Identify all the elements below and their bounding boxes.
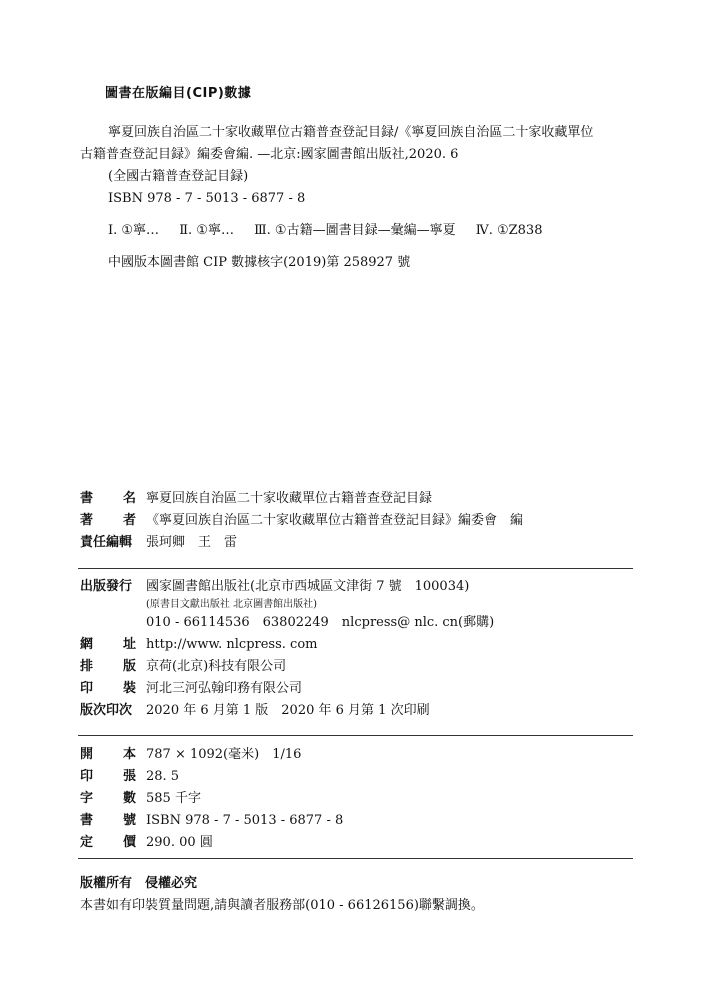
cip-series: (全國古籍普查登記目録): [108, 169, 249, 184]
cip-number: 中國版本圖書館 CIP 數據核字(2019)第 258927 號: [108, 255, 411, 270]
cip-subject: Ⅲ. ①古籍—圖書目録—彙編—寧夏: [254, 223, 456, 238]
title-label: 書 名: [80, 491, 136, 506]
book-title: 寧夏回族自治區二十家收藏單位古籍普查登記目録: [146, 491, 433, 506]
book-info: [80, 488, 640, 554]
cip-subject: Ⅱ. ①寧…: [179, 223, 234, 238]
phone-numbers: 010 - 66114536 63802249 nlcpress@ nlc. cn(郵購): [146, 615, 495, 630]
price-row: [80, 832, 640, 854]
phones-row: [80, 612, 640, 634]
publisher-former-names: (原書目文獻出版社 北京圖書館出版社): [146, 599, 317, 610]
isbn-label: 書 號: [80, 813, 136, 828]
typeset-label: 排 版: [80, 659, 136, 674]
edition: 2020 年 6 月第 1 版 2020 年 6 月第 1 次印刷: [146, 703, 430, 718]
cip-isbn: ISBN 978 - 7 - 5013 - 6877 - 8: [108, 191, 306, 206]
publication-info: [80, 576, 640, 722]
edition-label: 版次印次: [80, 703, 133, 718]
website: http://www. nlcpress. com: [146, 637, 318, 652]
format-row: [80, 744, 640, 766]
divider: [78, 858, 633, 859]
divider: [78, 568, 633, 569]
edition-row: [80, 700, 640, 722]
printer-label: 印 裝: [80, 681, 136, 696]
copyright-statement: 版權所有 侵權必究: [80, 876, 198, 891]
printed-sheets: 28. 5: [146, 769, 180, 784]
rights-section: [80, 873, 484, 917]
printer-row: [80, 678, 640, 700]
cip-heading: 圖書在版編目(CIP)數據: [105, 86, 252, 101]
format: 787 × 1092(毫米) 1/16: [146, 747, 302, 762]
website-row: [80, 634, 640, 656]
spec-info: [80, 744, 640, 854]
price-label: 定 價: [80, 835, 136, 850]
price: 290. 00 圓: [146, 835, 213, 850]
divider: [78, 735, 633, 736]
quality-notice: 本書如有印裝質量問題,請與讀者服務部(010 - 66126156)聯繫調換。: [80, 898, 484, 913]
typeset-row: [80, 656, 640, 678]
editor-label: 責任編輯: [80, 535, 133, 550]
cip-subjects: [80, 220, 640, 242]
cip-subject: Ⅳ. ①Z838: [475, 223, 543, 238]
publisher-label: 出版發行: [80, 579, 133, 594]
author-row: [80, 510, 640, 532]
cip-title-line: 寧夏回族自治區二十家收藏單位古籍普查登記目録/《寧夏回族自治區二十家收藏單位: [108, 125, 594, 140]
words-row: [80, 788, 640, 810]
cip-title-continuation: 古籍普查登記目録》編委會編. —北京:國家圖書館出版社,2020. 6: [80, 147, 459, 162]
format-label: 開 本: [80, 747, 136, 762]
editor-row: [80, 532, 640, 554]
sheets-row: [80, 766, 640, 788]
publisher: 國家圖書館出版社(北京市西城區文津街 7 號 100034): [146, 579, 470, 594]
book-author: 《寧夏回族自治區二十家收藏單位古籍普查登記目録》編委會 編: [146, 513, 524, 528]
title-row: [80, 488, 640, 510]
printer: 河北三河弘翰印務有限公司: [146, 681, 303, 696]
cip-record: [80, 122, 640, 274]
publisher-row: [80, 576, 640, 598]
author-label: 著 者: [80, 513, 136, 528]
book-editors: 張珂卿 王 雷: [146, 535, 238, 550]
website-label: 網 址: [80, 637, 136, 652]
isbn: ISBN 978 - 7 - 5013 - 6877 - 8: [146, 813, 344, 828]
cip-subject: Ⅰ. ①寧…: [108, 223, 160, 238]
isbn-row: [80, 810, 640, 832]
word-count: 585 千字: [146, 791, 201, 806]
sheets-label: 印 張: [80, 769, 136, 784]
words-label: 字 數: [80, 791, 136, 806]
typesetter: 京荷(北京)科技有限公司: [146, 659, 287, 674]
